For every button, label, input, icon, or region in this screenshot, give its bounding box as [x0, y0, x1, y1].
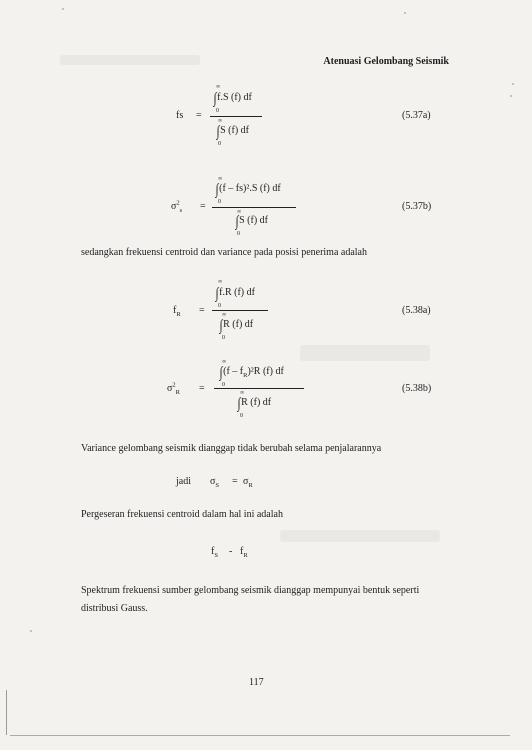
denominator-text: S (f) df	[220, 125, 249, 136]
fraction-numerator	[215, 182, 281, 198]
sigma-s: $\sigma_S$	[210, 476, 220, 489]
integral-lower-limit: 0	[218, 303, 221, 309]
jadi-word: jadi	[176, 476, 191, 487]
fraction-numerator: $\int(f - f_R)^2R$ (f) df	[219, 365, 284, 381]
equation-lhs: fs	[176, 110, 184, 121]
equals-sign: =	[200, 201, 206, 212]
numerator-text: (f – fs)².S (f) df	[219, 183, 281, 194]
integral-sign: ∫	[213, 91, 217, 107]
integral-sign: ∫	[237, 396, 241, 412]
integral-sign: ∫	[219, 318, 223, 334]
minus-sign: -	[229, 546, 233, 557]
integral-upper-limit: ∞	[240, 390, 245, 396]
body-paragraph: sedangkan frekuensi centroid dan variance pada posisi penerima adalah	[81, 247, 367, 258]
scan-speck	[512, 83, 514, 85]
integral-sign: ∫	[219, 365, 223, 381]
integral-sign: ∫	[215, 182, 219, 198]
fraction-denominator	[216, 124, 249, 140]
scan-speck	[510, 95, 512, 97]
integral-sign: ∫	[215, 286, 219, 302]
integral-lower-limit: 0	[218, 141, 221, 147]
body-paragraph-line: Spektrum frekuensi sumber gelombang seismik dianggap mempunyai bentuk seperti	[81, 585, 420, 596]
scan-smudge	[280, 530, 440, 542]
numerator-text: f.R (f) df	[219, 287, 255, 298]
denominator-text: R (f) df	[223, 319, 254, 330]
page-number: 117	[249, 677, 264, 688]
fraction-numerator	[215, 286, 255, 302]
integral-upper-limit: ∞	[216, 84, 221, 90]
equals-sign: =	[196, 110, 202, 121]
equation-number: (5.37a)	[402, 110, 431, 121]
integral-lower-limit: 0	[222, 335, 225, 341]
equals-sign: =	[232, 476, 238, 487]
sigma-r: $\sigma_R$	[243, 476, 253, 489]
fraction-denominator	[237, 396, 272, 412]
scan-speck	[404, 12, 406, 14]
fraction-numerator	[213, 91, 252, 107]
integral-lower-limit: 0	[237, 231, 240, 237]
fraction-bar	[212, 207, 296, 208]
integral-upper-limit: ∞	[218, 118, 223, 124]
integral-sign: ∫	[216, 124, 220, 140]
integral-upper-limit: ∞	[237, 209, 242, 215]
fraction-denominator	[219, 318, 254, 334]
scan-speck	[30, 630, 32, 632]
f-s: $f_S$	[211, 546, 218, 559]
body-paragraph-line: distribusi Gauss.	[81, 603, 148, 614]
equation-number: (5.38b)	[402, 383, 432, 394]
numerator-text: f.S (f) df	[217, 92, 252, 103]
fraction-bar	[214, 388, 304, 389]
body-paragraph: Pergeseran frekuensi centroid dalam hal ini adalah	[81, 509, 283, 520]
equals-sign: =	[199, 383, 205, 394]
body-paragraph: Variance gelombang seismik dianggap tidak berubah selama penjalarannya	[81, 443, 382, 454]
scan-smudge	[300, 345, 430, 361]
integral-upper-limit: ∞	[222, 359, 227, 365]
integral-upper-limit: ∞	[218, 279, 223, 285]
scan-edge-line	[10, 735, 510, 736]
integral-sign: ∫	[235, 214, 239, 230]
equals-sign: =	[199, 305, 205, 316]
equation-number: (5.38a)	[402, 305, 431, 316]
running-header: Atenuasi Gelombang Seismik	[323, 56, 449, 67]
integral-lower-limit: 0	[240, 413, 243, 419]
fraction-bar	[210, 116, 262, 117]
integral-upper-limit: ∞	[222, 312, 227, 318]
denominator-text: R (f) df	[241, 397, 272, 408]
equation-lhs: $\sigma^2_s$	[171, 199, 183, 214]
integral-lower-limit: 0	[216, 108, 219, 114]
scan-edge-line	[6, 690, 7, 735]
equation-number: (5.37b)	[402, 201, 432, 212]
fraction-bar	[212, 310, 268, 311]
equation-lhs: $f_R$	[173, 305, 181, 318]
denominator-text: S (f) df	[239, 215, 268, 226]
scan-speck	[62, 8, 64, 10]
integral-lower-limit: 0	[218, 199, 221, 205]
f-r: $f_R$	[240, 546, 248, 559]
scan-smudge	[60, 55, 200, 65]
equation-lhs: $\sigma^2_R$	[167, 381, 180, 396]
integral-upper-limit: ∞	[218, 176, 223, 182]
integral-lower-limit: 0	[222, 382, 225, 388]
fraction-denominator	[235, 214, 268, 230]
